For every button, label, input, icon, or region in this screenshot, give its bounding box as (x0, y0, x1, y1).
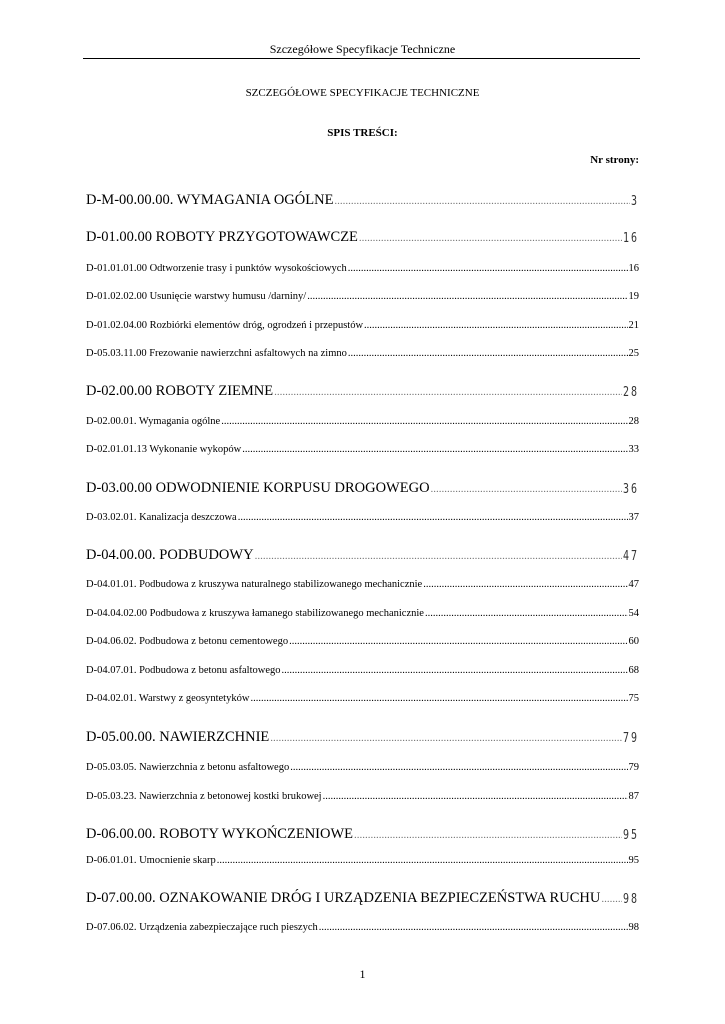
toc-entry-page-number: 54 (628, 608, 639, 619)
toc-entry-title: D-03.00.00 ODWODNIENIE KORPUSU DROGOWEGO (86, 480, 430, 496)
dot-leader (238, 512, 628, 523)
toc-subsection-entry[interactable] (86, 291, 639, 302)
dot-leader (319, 922, 628, 933)
toc-entry-title: D-06.00.00. ROBOTY WYKOŃCZENIOWE (86, 826, 354, 842)
toc-subsection-entry[interactable] (86, 608, 639, 619)
toc-subsection-entry[interactable] (86, 922, 639, 933)
dot-leader (334, 195, 630, 207)
toc-entry-page-number: 28 (628, 416, 639, 427)
dot-leader (423, 579, 627, 590)
toc-entry-page-number: 47 (628, 579, 639, 590)
toc-entry-title: D-05.03.11.00 Frezowanie nawierzchni asfaltowych na zimno (86, 348, 347, 359)
document-title: SZCZEGÓŁOWE SPECYFIKACJE TECHNICZNE (245, 87, 480, 99)
toc-entry-title: D-04.06.02. Podbudowa z betonu cementowego (86, 636, 289, 647)
toc-subsection-entry[interactable] (86, 444, 639, 455)
toc-entry-title: D-04.07.01. Podbudowa z betonu asfaltowego (86, 665, 281, 676)
toc-entry-page-number: 47 (622, 549, 639, 564)
toc-entry-title: D-04.01.01. Podbudowa z kruszywa naturalnego stabilizowanego mechanicznie (86, 579, 423, 590)
toc-entry-page-number: 79 (628, 762, 639, 773)
toc-subsection-entry[interactable] (86, 512, 639, 523)
dot-leader (307, 291, 627, 302)
toc-section-entry[interactable] (86, 383, 639, 400)
dot-leader (217, 855, 628, 866)
page-number: 1 (359, 967, 366, 981)
toc-section-entry[interactable] (86, 229, 639, 246)
toc-entry-title: D-03.02.01. Kanalizacja deszczowa (86, 512, 237, 523)
dot-leader (601, 893, 622, 905)
dot-leader (250, 693, 627, 704)
dot-leader (255, 550, 622, 562)
toc-entry-page-number: 16 (628, 263, 639, 274)
toc-section-entry[interactable] (86, 890, 639, 907)
toc-subsection-entry[interactable] (86, 348, 639, 359)
dot-leader (282, 665, 628, 676)
toc-entry-page-number: 95 (628, 855, 639, 866)
toc-entry-page-number: 60 (628, 636, 639, 647)
toc-subsection-entry[interactable] (86, 636, 639, 647)
toc-entry-title: D-02.00.00 ROBOTY ZIEMNE (86, 383, 274, 399)
toc-entry-title: D-01.02.02.00 Usunięcie warstwy humusu /darniny/ (86, 291, 307, 302)
toc-section-entry[interactable] (86, 826, 639, 843)
toc-subsection-entry[interactable] (86, 855, 639, 866)
toc-entry-page-number: 79 (622, 731, 639, 746)
toc-section-entry[interactable] (86, 547, 639, 564)
toc-entry-page-number: 37 (628, 512, 639, 523)
toc-entry-title: D-05.03.23. Nawierzchnia z betonowej kostki brukowej (86, 791, 322, 802)
toc-entry-title: D-04.00.00. PODBUDOWY (86, 547, 254, 563)
dot-leader (274, 386, 622, 398)
dot-leader (323, 791, 628, 802)
dot-leader (354, 829, 622, 841)
toc-subsection-entry[interactable] (86, 791, 639, 802)
toc-entry-page-number: 16 (622, 231, 639, 246)
toc-entry-page-number: 36 (622, 482, 639, 497)
toc-entry-page-number: 3 (630, 194, 639, 209)
dot-leader (364, 320, 627, 331)
toc-entry-title: D-04.04.02.00 Podbudowa z kruszywa łamanego stabilizowanego mechanicznie (86, 608, 424, 619)
toc-entry-page-number: 98 (628, 922, 639, 933)
toc-entry-title: D-04.02.01. Warstwy z geosyntetyków (86, 693, 250, 704)
dot-leader (289, 636, 627, 647)
toc-subsection-entry[interactable] (86, 320, 639, 331)
toc-entry-title: D-01.02.04.00 Rozbiórki elementów dróg, ogrodzeń i przepustów (86, 320, 364, 331)
toc-subsection-entry[interactable] (86, 579, 639, 590)
toc-entry-title: D-01.01.01.00 Odtworzenie trasy i punktów wysokościowych (86, 263, 347, 274)
toc-entry-title: D-01.00.00 ROBOTY PRZYGOTOWAWCZE (86, 229, 358, 245)
toc-entry-page-number: 33 (628, 444, 639, 455)
toc-entry-title: D-02.01.01.13 Wykonanie wykopów (86, 444, 242, 455)
toc-entry-title: D-06.01.01. Umocnienie skarp (86, 855, 216, 866)
dot-leader (242, 444, 627, 455)
dot-leader (348, 348, 628, 359)
toc-entry-page-number: 75 (628, 693, 639, 704)
toc-entry-page-number: 68 (628, 665, 639, 676)
toc-entry-title: D-05.00.00. NAWIERZCHNIE (86, 729, 270, 745)
toc-entry-page-number: 19 (628, 291, 639, 302)
toc-section-entry[interactable] (86, 480, 639, 497)
toc-subsection-entry[interactable] (86, 762, 639, 773)
running-header: Szczegółowe Specyfikacje Techniczne (269, 42, 456, 56)
toc-entry-page-number: 98 (622, 892, 639, 907)
toc-entry-page-number: 95 (622, 828, 639, 843)
dot-leader (431, 483, 622, 495)
toc-subsection-entry[interactable] (86, 693, 639, 704)
toc-entry-title: D-07.00.00. OZNAKOWANIE DRÓG I URZĄDZENIA BEZPIECZEŃSTWA RUCHU (86, 890, 601, 906)
dot-leader (270, 732, 622, 744)
dot-leader (290, 762, 627, 773)
toc-section-entry[interactable] (86, 192, 639, 209)
toc-section-entry[interactable] (86, 729, 639, 746)
toc-entry-title: D-07.06.02. Urządzenia zabezpieczające ruch pieszych (86, 922, 318, 933)
toc-entry-page-number: 28 (622, 385, 639, 400)
toc-entry-page-number: 21 (628, 320, 639, 331)
dot-leader (425, 608, 628, 619)
dot-leader (359, 232, 622, 244)
toc-subsection-entry[interactable] (86, 263, 639, 274)
dot-leader (348, 263, 628, 274)
toc-subsection-entry[interactable] (86, 665, 639, 676)
page-column-label: Nr strony: (590, 154, 639, 166)
toc-title: SPIS TREŚCI: (327, 127, 398, 139)
header-rule (83, 58, 640, 59)
toc-entry-title: D-05.03.05. Nawierzchnia z betonu asfaltowego (86, 762, 290, 773)
toc-entry-title: D-02.00.01. Wymagania ogólne (86, 416, 221, 427)
dot-leader (221, 416, 627, 427)
toc-entry-page-number: 87 (628, 791, 639, 802)
toc-entry-title: D-M-00.00.00. WYMAGANIA OGÓLNE (86, 192, 334, 208)
toc-subsection-entry[interactable] (86, 416, 639, 427)
toc-entry-page-number: 25 (628, 348, 639, 359)
